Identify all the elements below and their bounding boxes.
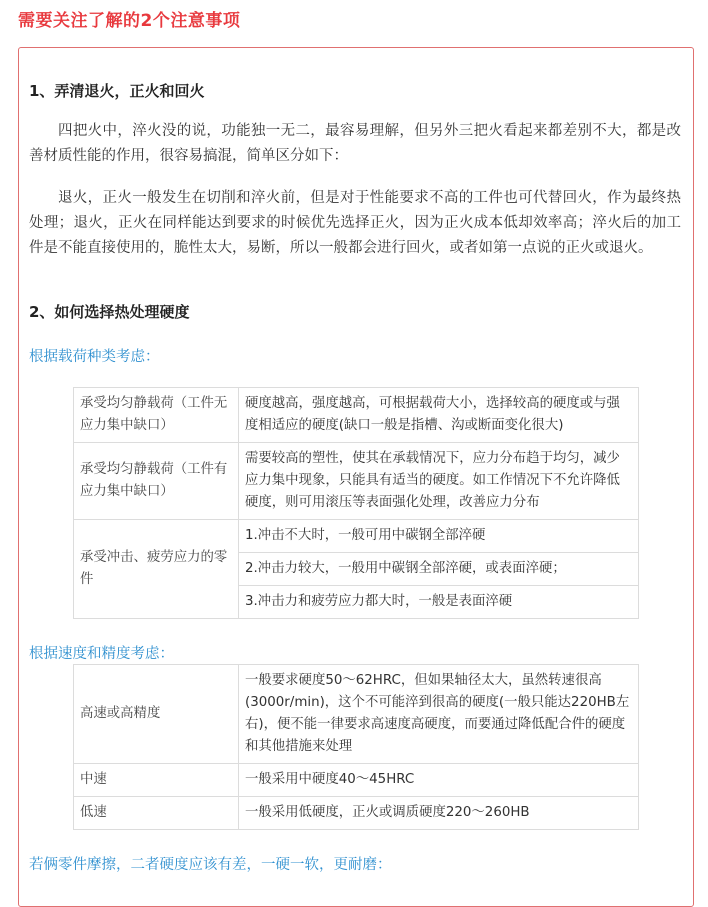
- page-title: 需要关注了解的2个注意事项: [18, 11, 241, 31]
- table-cell-recommendation: 一般要求硬度50～62HRC，但如果轴径太大，虽然转速很高(3000r/min)，这个不可能淬到很高的硬度(一般只能达220HB左右)，便不能一律要求高速度高硬度，而要通过降低配合件的硬度和其他措施来处理: [239, 665, 639, 764]
- table-cell-condition: 承受冲击、疲劳应力的零件: [74, 520, 239, 619]
- section1-paragraph-2: 退火，正火一般发生在切削和淬火前，但是对于性能要求不高的工件也可代替回火，作为最终热处理；退火，正火在同样能达到要求的时候优先选择正火，因为正火成本低却效率高；淬火后的加工件是不能直接使用的，脆性太大，易断，所以一般都会进行回火，或者如第一点说的正火或退火。: [29, 190, 681, 256]
- table-row: [74, 797, 639, 830]
- table-cell-recommendation: 硬度越高，强度越高，可根据载荷大小，选择较高的硬度或与强度相适应的硬度(缺口一般是指槽、沟或断面变化很大): [239, 388, 639, 443]
- table-cell-condition: 低速: [74, 797, 239, 830]
- table-row: [74, 764, 639, 797]
- table-cell-recommendation: 3.冲击力和疲劳应力都大时，一般是表面淬硬: [239, 586, 639, 619]
- section2-heading: 2、如何选择热处理硬度: [29, 303, 190, 321]
- table-cell-condition: 承受均匀静载荷（工件无应力集中缺口）: [74, 388, 239, 443]
- table-row: [74, 443, 639, 520]
- table-row: [74, 520, 639, 553]
- subheading-speed-precision: 根据速度和精度考虑：: [29, 646, 174, 662]
- subheading-friction: 若俩零件摩擦，二者硬度应该有差，一硬一软，更耐磨：: [29, 857, 392, 873]
- table-cell-recommendation: 需要较高的塑性，使其在承载情况下，应力分布趋于均匀，减少应力集中现象，只能具有适当的硬度。如工作情况下不允许降低硬度，则可用滚压等表面强化处理，改善应力分布: [239, 443, 639, 520]
- section1-heading: 1、弄清退火，正火和回火: [29, 82, 205, 100]
- table-cell-condition: 承受均匀静载荷（工件有应力集中缺口）: [74, 443, 239, 520]
- speed-precision-table: [73, 664, 639, 830]
- table-cell-condition: 高速或高精度: [74, 665, 239, 764]
- table-cell-recommendation: 一般采用低硬度，正火或调质硬度220～260HB: [239, 797, 639, 830]
- table-row: [74, 388, 639, 443]
- subheading-load-type: 根据载荷种类考虑：: [29, 349, 160, 365]
- table-cell-recommendation: 一般采用中硬度40～45HRC: [239, 764, 639, 797]
- section1-paragraph-1: 四把火中，淬火没的说，功能独一无二，最容易理解，但另外三把火看起来都差别不大，都是改善材质性能的作用，很容易搞混，简单区分如下：: [29, 123, 681, 164]
- load-type-table: [73, 387, 639, 619]
- table-cell-recommendation: 1.冲击不大时，一般可用中碳钢全部淬硬: [239, 520, 639, 553]
- table-row: [74, 665, 639, 764]
- table-cell-recommendation: 2.冲击力较大，一般用中碳钢全部淬硬，或表面淬硬；: [239, 553, 639, 586]
- table-cell-condition: 中速: [74, 764, 239, 797]
